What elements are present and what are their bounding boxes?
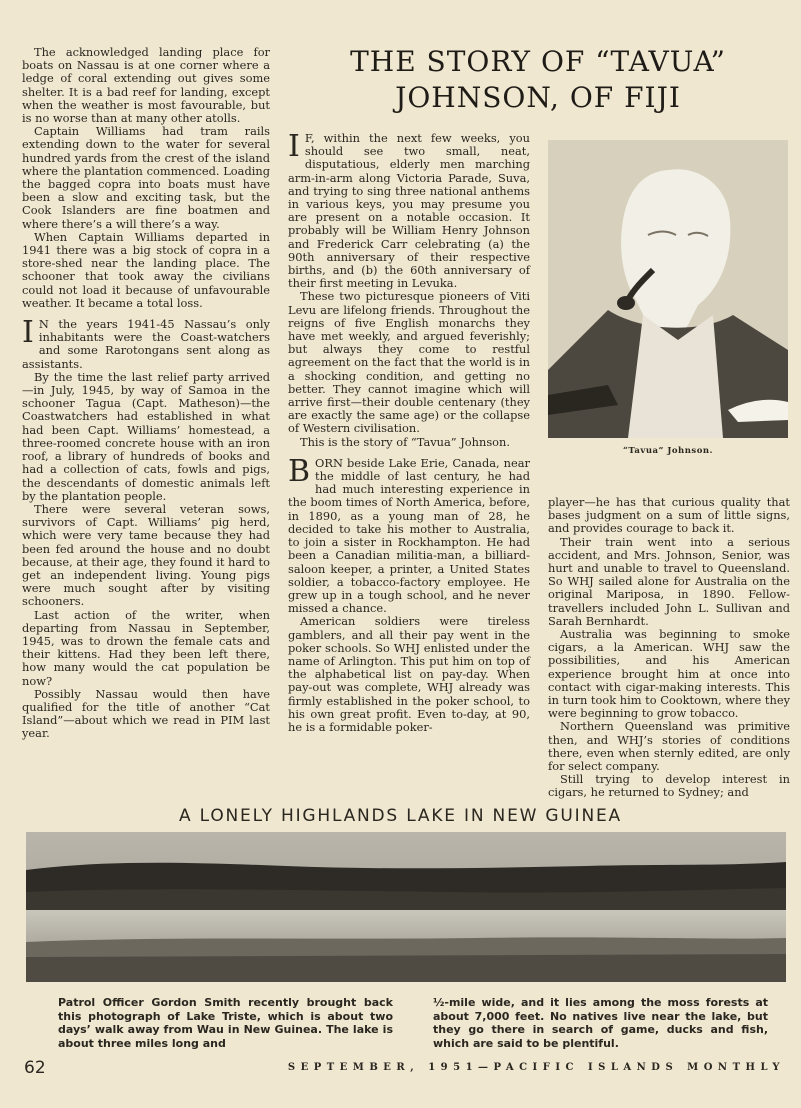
page-number: 62 bbox=[24, 1058, 46, 1078]
paragraph: There were several veteran sows, survivors of Capt. Williams’ pig herd, which were very tame because they had been fed around the house and no doubt because, at their age, they found it hard to get an independent living. Young pigs were much sought after by visiting schooners. bbox=[22, 501, 270, 609]
portrait-illustration bbox=[548, 140, 788, 438]
paragraph: Australia was beginning to smoke cigars, a la American. WHJ saw the possibilities, and his American experience brought him at once into contact with cigar-making interests. This in turn took him to Cooktown, where they were beginning to grow tobacco. bbox=[548, 627, 791, 721]
column-johnson-story bbox=[288, 129, 530, 734]
paragraph: Northern Queensland was primitive then, and WHJ’s stories of conditions there, even when sternly edited, are only for select company. bbox=[548, 719, 790, 774]
column-johnson-continued bbox=[548, 496, 790, 800]
drop-cap: B bbox=[288, 453, 311, 489]
drop-cap: I bbox=[22, 315, 34, 351]
paragraph: Still trying to develop interest in cigars, he returned to Sydney; and bbox=[548, 772, 790, 800]
paragraph-text: ORN beside Lake Erie, Canada, near the middle of last century, he had had much interesting experience in the boom times of North America, before, in 1890, as a young man of 28, he decided to take his mother to Australia, to join a sister in Rockhampton. He had been a Canadian militia-man, a billiard-saloon keeper, a printer, a United States soldier, a tobacco-factory employee. He grew up in a tough school, and he never missed a chance. bbox=[288, 455, 530, 616]
paragraph-with-dropcap bbox=[288, 453, 530, 616]
issue-footer: SEPTEMBER, 1951—PACIFIC ISLANDS MONTHLY bbox=[287, 1062, 785, 1073]
article-headline bbox=[288, 44, 788, 116]
paragraph: player—he has that curious quality that bases judgment on a sum of little signs, and provides courage to back it. bbox=[548, 495, 790, 536]
paragraph: When Captain Williams departed in 1941 there was a big stock of copra in a store-shed near the landing place. The schooner that took away the civilians could not load it because of unfavourable weather. It became a total loss. bbox=[22, 229, 270, 310]
lake-section-title: A LONELY HIGHLANDS LAKE IN NEW GUINEA bbox=[179, 806, 622, 826]
headline-line-1: THE STORY OF “TAVUA” bbox=[350, 45, 726, 78]
paragraph-with-dropcap bbox=[22, 315, 270, 371]
paragraph: These two picturesque pioneers of Viti Levu are lifelong friends. Throughout the reigns of five English monarchs they have met weekly, and argued feverishly; but always they come to restful agreement on the fact that the world is in a shocking condition, and getting no better. They cannot imagine which will arrive first—their double centenary (they are exactly the same age) or the collapse of Western civilisation. bbox=[288, 289, 530, 436]
lake-caption-left: Patrol Officer Gordon Smith recently brought back this photograph of Lake Triste, which is about two days’ walk away from Wau in New Guinea. The lake is about three miles long and bbox=[58, 996, 393, 1050]
paragraph: This is the story of “Tavua” Johnson. bbox=[300, 434, 510, 449]
paragraph: American soldiers were tireless gamblers, and all their pay went in the poker schools. So WHJ enlisted under the name of Arlington. This put him on top of the alphabetical list on pay-day. When pay-out was complete, WHJ already was firmly established in the poker school, to his own great profit. Even to-day, at 90, he is a formidable poker- bbox=[288, 614, 530, 734]
column-nassau-story bbox=[22, 46, 270, 741]
lake-caption-right: ½-mile wide, and it lies among the moss forests at about 7,000 feet. No natives live near the lake, but they go there in search of game, ducks and fish, which are said to be plentiful. bbox=[433, 996, 768, 1050]
paragraph-with-dropcap bbox=[288, 129, 530, 291]
lake-landscape-illustration bbox=[26, 832, 786, 982]
drop-cap: I bbox=[288, 129, 300, 164]
portrait-photo bbox=[548, 140, 788, 438]
paragraph: The acknowledged landing place for boats on Nassau is at one corner where a ledge of coral extending out gives some shelter. It is a bad reef for landing, except when the weather is most favourable, but is no worse than at many other atolls. bbox=[22, 45, 270, 126]
paragraph: Captain Williams had tram rails extending down to the water for several hundred yards from the crest of the island where the plantation commenced. Loading the bagged copra into boats must have been a slow and exciting task, but the Cook Islanders are fine boatmen and where there’s a will there’s a way. bbox=[22, 124, 270, 231]
lake-photo bbox=[26, 832, 786, 982]
headline-line-2: JOHNSON, OF FIJI bbox=[395, 81, 681, 114]
paragraph-text: F, within the next few weeks, you should see two small, neat, disputatious, elderly men marching arm-in-arm along Victoria Parade, Suva, and trying to sing three national anthems in various keys, you may presume you are present on a notable occasion. It probably will be William Henry Johnson and Frederick Carr celebrating (a) the 90th anniversary of their respective births, and (b) the 60th anniversary of their first meeting in Levuka. bbox=[288, 131, 530, 291]
paragraph: Their train went into a serious accident, and Mrs. Johnson, Senior, was hurt and unable to travel to Queensland. So WHJ sailed alone for Australia on the original Mariposa, in 1890. Fellow-travellers included John L. Sullivan and Sarah Bernhardt. bbox=[548, 534, 790, 628]
paragraph: Possibly Nassau would then have qualified for the title of another “Cat Island”—about which we read in PIM last year. bbox=[22, 686, 270, 741]
paragraph: By the time the last relief party arrived—in July, 1945, by way of Samoa in the schooner Tagua (Capt. Matheson)—the Coastwatchers had established in what had been Capt. Williams’ homestead, a three-roomed concrete house with an iron roof, a library of hundreds of books and had a collection of cats, fowls and pigs, the descendants of domestic animals left by the plantation people. bbox=[22, 369, 270, 503]
paragraph-text: N the years 1941-45 Nassau’s only inhabitants were the Coast-watchers and some Rarotongans sent along as assistants. bbox=[22, 317, 270, 371]
lake-caption bbox=[58, 996, 768, 1050]
photo-caption: “Tavua” Johnson. bbox=[622, 446, 714, 456]
paragraph: Last action of the writer, when departing from Nassau in September, 1945, was to drown the female cats and their kittens. Had they been left there, how many would the cat population be now? bbox=[22, 607, 270, 688]
